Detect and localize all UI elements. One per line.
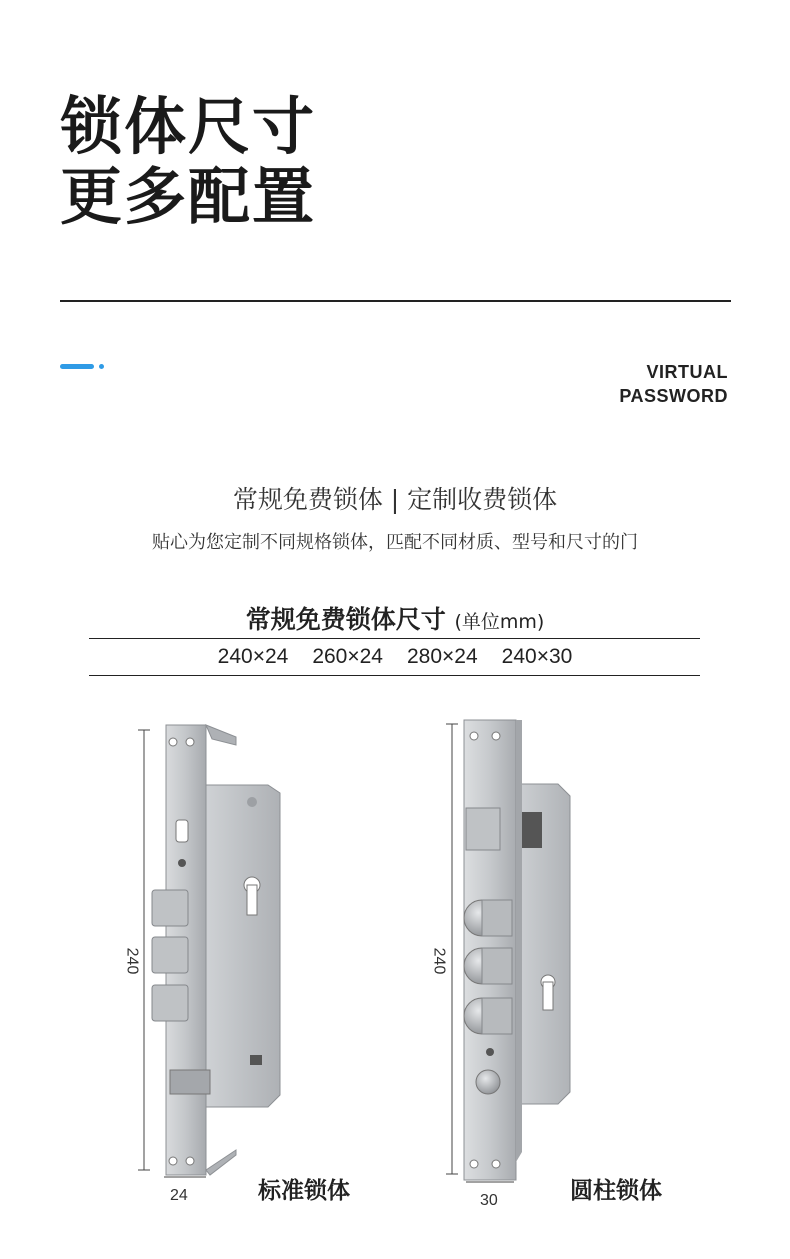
standard-lock-caption: 标准锁体 [258, 1178, 350, 1204]
size-heading-text: 常规免费锁体尺寸 [245, 605, 446, 634]
size-option: 280×24 [407, 645, 478, 668]
size-unit: (单位mm) [454, 611, 545, 633]
standard-height-label: 240 [123, 947, 141, 975]
standard-lock-image [130, 715, 300, 1185]
cylinder-height-label: 240 [430, 947, 448, 975]
english-tag-line2: PASSWORD [619, 386, 728, 406]
hero-title-line1: 锁体尺寸 [60, 90, 317, 163]
size-heading [0, 600, 790, 636]
cylinder-lock-caption: 圆柱锁体 [570, 1178, 662, 1204]
subtitle: 常规免费锁体 | 定制收费锁体 [232, 485, 558, 514]
english-tag-line1: VIRTUAL [646, 362, 728, 382]
divider [60, 300, 731, 302]
description: 贴心为您定制不同规格锁体，匹配不同材质、型号和尺寸的门 [152, 532, 638, 553]
size-options [0, 645, 790, 669]
table-rule-top [89, 638, 700, 639]
cylinder-lock-image [438, 712, 598, 1190]
standard-width-label: 24 [170, 1187, 188, 1204]
accent-dot [99, 364, 104, 369]
english-tag [619, 360, 728, 408]
size-option: 260×24 [312, 645, 383, 668]
table-rule-bottom [89, 675, 700, 676]
accent-dash [60, 364, 94, 369]
cylinder-width-label: 30 [480, 1192, 498, 1209]
hero-title [60, 92, 316, 232]
size-option: 240×24 [217, 645, 289, 668]
hero-title-line2: 更多配置 [60, 160, 317, 233]
size-option: 240×30 [501, 645, 573, 668]
